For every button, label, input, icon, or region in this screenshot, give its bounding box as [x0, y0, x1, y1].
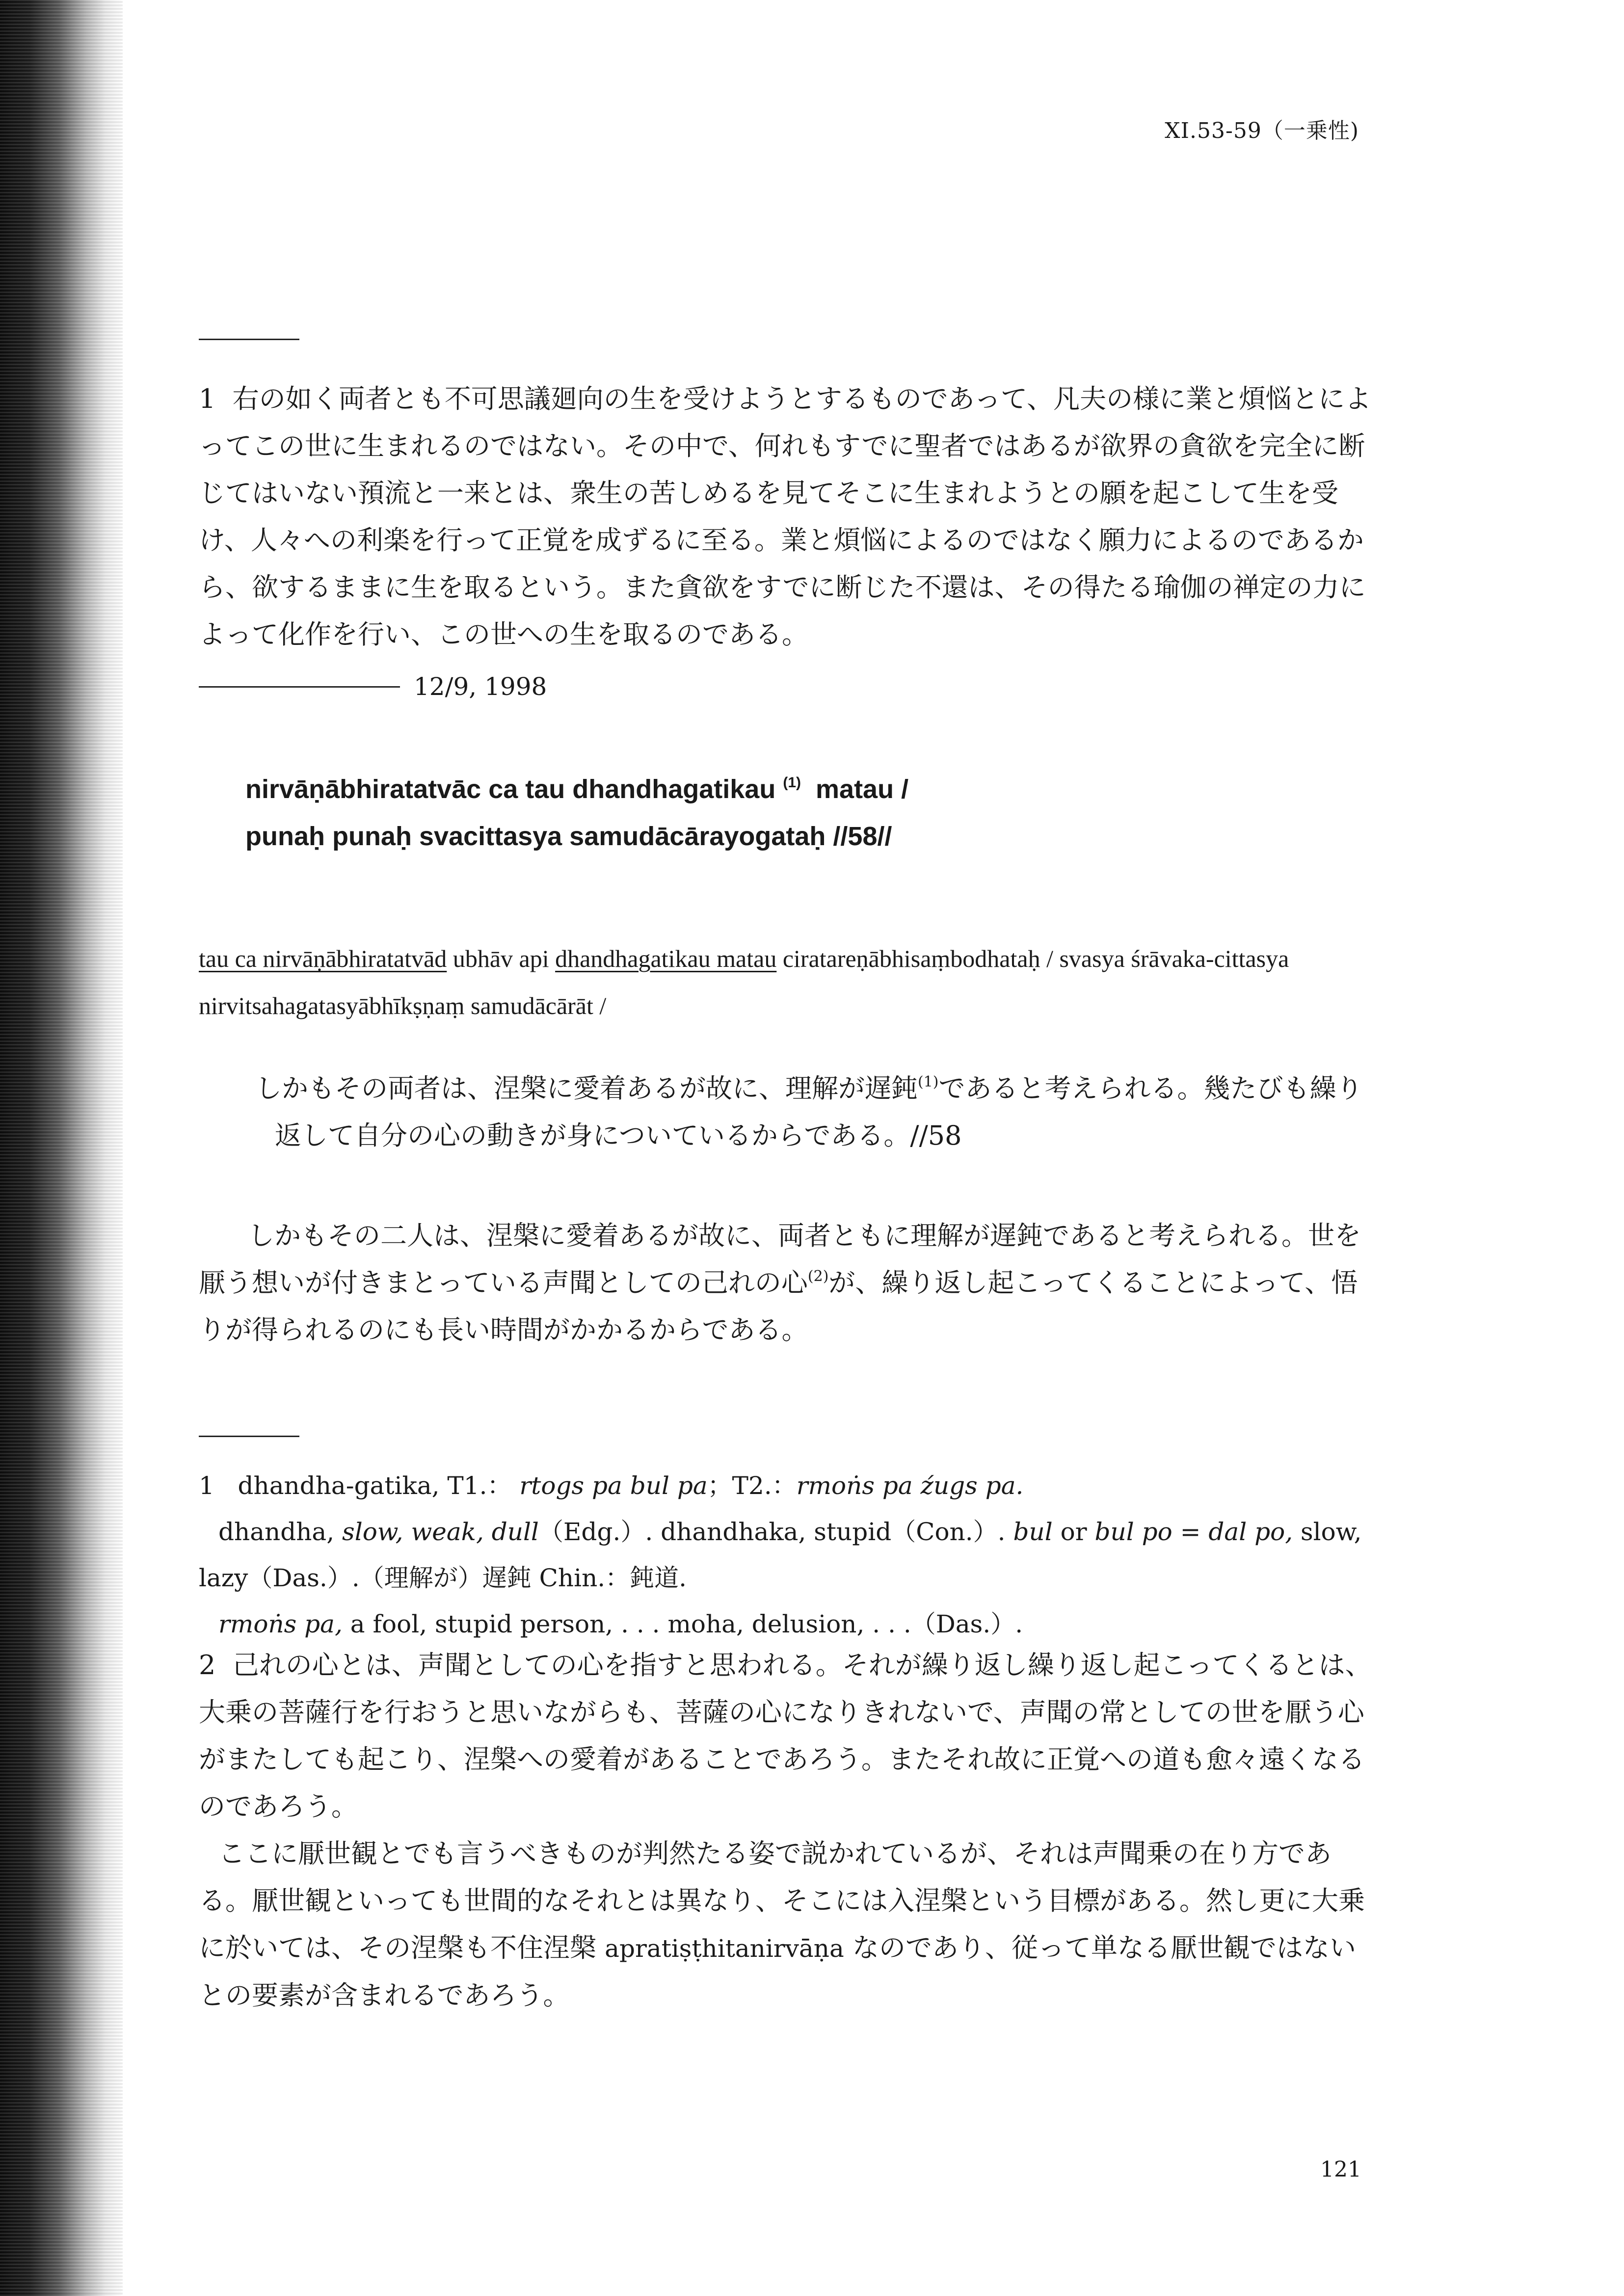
footnote-1-number: 1 — [199, 1471, 214, 1500]
note-1-number: 1 — [199, 383, 216, 414]
paraphrase-footnote-ref: (2) — [807, 1268, 829, 1285]
paraphrase-text-a: しかもその二人は、涅槃に愛着あるが故に、両者ともに理解が遅鈍であると考えられる。世を厭う想いが付きまとっている声聞としての己れの心 — [199, 1220, 1361, 1298]
footnote-1-tibetan-1: rtogs pa bul pa — [519, 1471, 708, 1500]
note-1-text: 右の如く両者とも不可思議廻向の生を受けようとするものであって、凡夫の様に業と煩悩とによってこの世に生まれるのではない。その中で、何れもすでに聖者ではあるが欲界の貪欲を完全に断じてはいない預流と一来とは、衆生の苦しめるを見てそこに生まれようとの願を起こして生を受け、人々への利楽を行って正覚を成ずるに至る。業と煩悩によるのではなく願力によるのであるから、欲するままに生を取るという。また貪欲をすでに断じた不還は、その得たる瑜伽の禅定の力によって化作を行い、この世への生を取るのである。 — [199, 383, 1372, 650]
date-line — [199, 672, 547, 701]
verse-line-1-b: matau / — [816, 774, 909, 804]
footnote-1-meaning: slow, weak, dull — [342, 1518, 539, 1546]
paraphrase-text-b: が、繰り返し起こってくることによって、悟りが得られるのにも長い時間がかかるからである。 — [199, 1267, 1358, 1345]
paraphrase-paragraph — [199, 1212, 1374, 1354]
verse-line-1-a: nirvāṇābhiratatvāc ca tau dhandhagatikau — [245, 774, 776, 804]
commentary-text-2: ciratareṇābhisaṃbodhataḥ / svasya śrāvaka-cittasya nirvitsahagatasyābhīkṣṇaṃ samudācārāt / — [199, 945, 1289, 1019]
japanese-translation — [255, 1065, 1384, 1159]
footnote-1-dhandha: dhandha, — [218, 1518, 335, 1546]
translation-line-1-b: であると考えられる。幾たびも繰り — [938, 1073, 1363, 1104]
date-text: 12/9, 1998 — [414, 672, 547, 701]
footnote-1-rmons-pa: rmoṅs pa, — [218, 1610, 343, 1638]
footnote-2-para-1: 己れの心とは、声聞としての心を指すと思われる。それが繰り返し繰り返し起こってくるとは、大乗の菩薩行を行おうと思いながらも、菩薩の心になりきれないで、声聞の常としての世を厭う心がまたしても起こり、涅槃への愛着があることであろう。またそれ故に正覚への道も愈々遠くなるのであろう。 — [199, 1650, 1372, 1822]
page-number: 121 — [1320, 2157, 1361, 2182]
translation-line-1-a: しかもその両者は、涅槃に愛着あるが故に、理解が遅鈍 — [255, 1073, 918, 1104]
footnote-1-term: dhandha-gatika, T1.： — [238, 1471, 512, 1500]
footnote-2-para-2-b: なのであり、従って単なる厭世観ではないとの要素が含まれるであろう。 — [199, 1932, 1356, 2011]
verse-58 — [245, 766, 908, 860]
verse-line-1 — [245, 766, 908, 813]
footnote-1-fool: a fool, stupid person, . . . moha, delusion, . . .（Das.）. — [350, 1610, 1023, 1638]
commentary-underlined-1: tau ca nirvāṇābhiratatvād — [199, 945, 447, 972]
footnote-1-bul-po: bul po = dal po, — [1094, 1518, 1293, 1546]
verse-line-2: punaḥ punaḥ svacittasya samudācārayogataḥ //58// — [245, 822, 892, 851]
footnote-rule-top — [199, 339, 299, 340]
footnote-1-refs: （Edg.）. dhandhaka, stupid（Con.）. — [538, 1518, 1006, 1546]
note-1 — [199, 375, 1374, 658]
commentary-text-1: ubhāv api — [453, 945, 549, 972]
commentary-underlined-2: dhandhagatikau matau — [555, 945, 777, 972]
footnote-1 — [199, 1463, 1374, 1647]
footnote-1-tibetan-2: rmoṅs pa źugs pa. — [796, 1471, 1024, 1500]
footnote-2 — [199, 1642, 1374, 2019]
footnote-2-term: apratiṣṭhitanirvāṇa — [605, 1934, 844, 1963]
footnote-2-number: 2 — [199, 1650, 216, 1681]
footnote-1-sep: ；T2.： — [707, 1471, 797, 1500]
scan-shadow-edge — [0, 0, 123, 2296]
translation-line-2: 返して自分の心の動きが身についているからである。//58 — [275, 1120, 962, 1151]
footnote-1-or: or — [1060, 1518, 1087, 1546]
footnote-rule-bottom — [199, 1436, 299, 1437]
translation-footnote-ref: (1) — [918, 1073, 939, 1091]
footnote-2-para-2-a: ここに厭世観とでも言うべきものが判然たる姿で説かれているが、それは声聞乗の在り方である。厭世観といっても世間的なそれとは異なり、そこには入涅槃という目標がある。然し更に大乗に於いては、その涅槃も不住涅槃 — [199, 1838, 1365, 1963]
verse-footnote-ref: (1) — [783, 774, 801, 791]
footnote-1-slow-lazy: slow, lazy（Das.）.（理解が）遅鈍 Chin.：鈍道. — [199, 1518, 1362, 1592]
date-dash — [199, 686, 400, 688]
sanskrit-commentary — [199, 935, 1374, 1029]
footnote-1-bul: bul — [1013, 1518, 1053, 1546]
running-header: XI.53-59（一乗性) — [1165, 118, 1359, 143]
